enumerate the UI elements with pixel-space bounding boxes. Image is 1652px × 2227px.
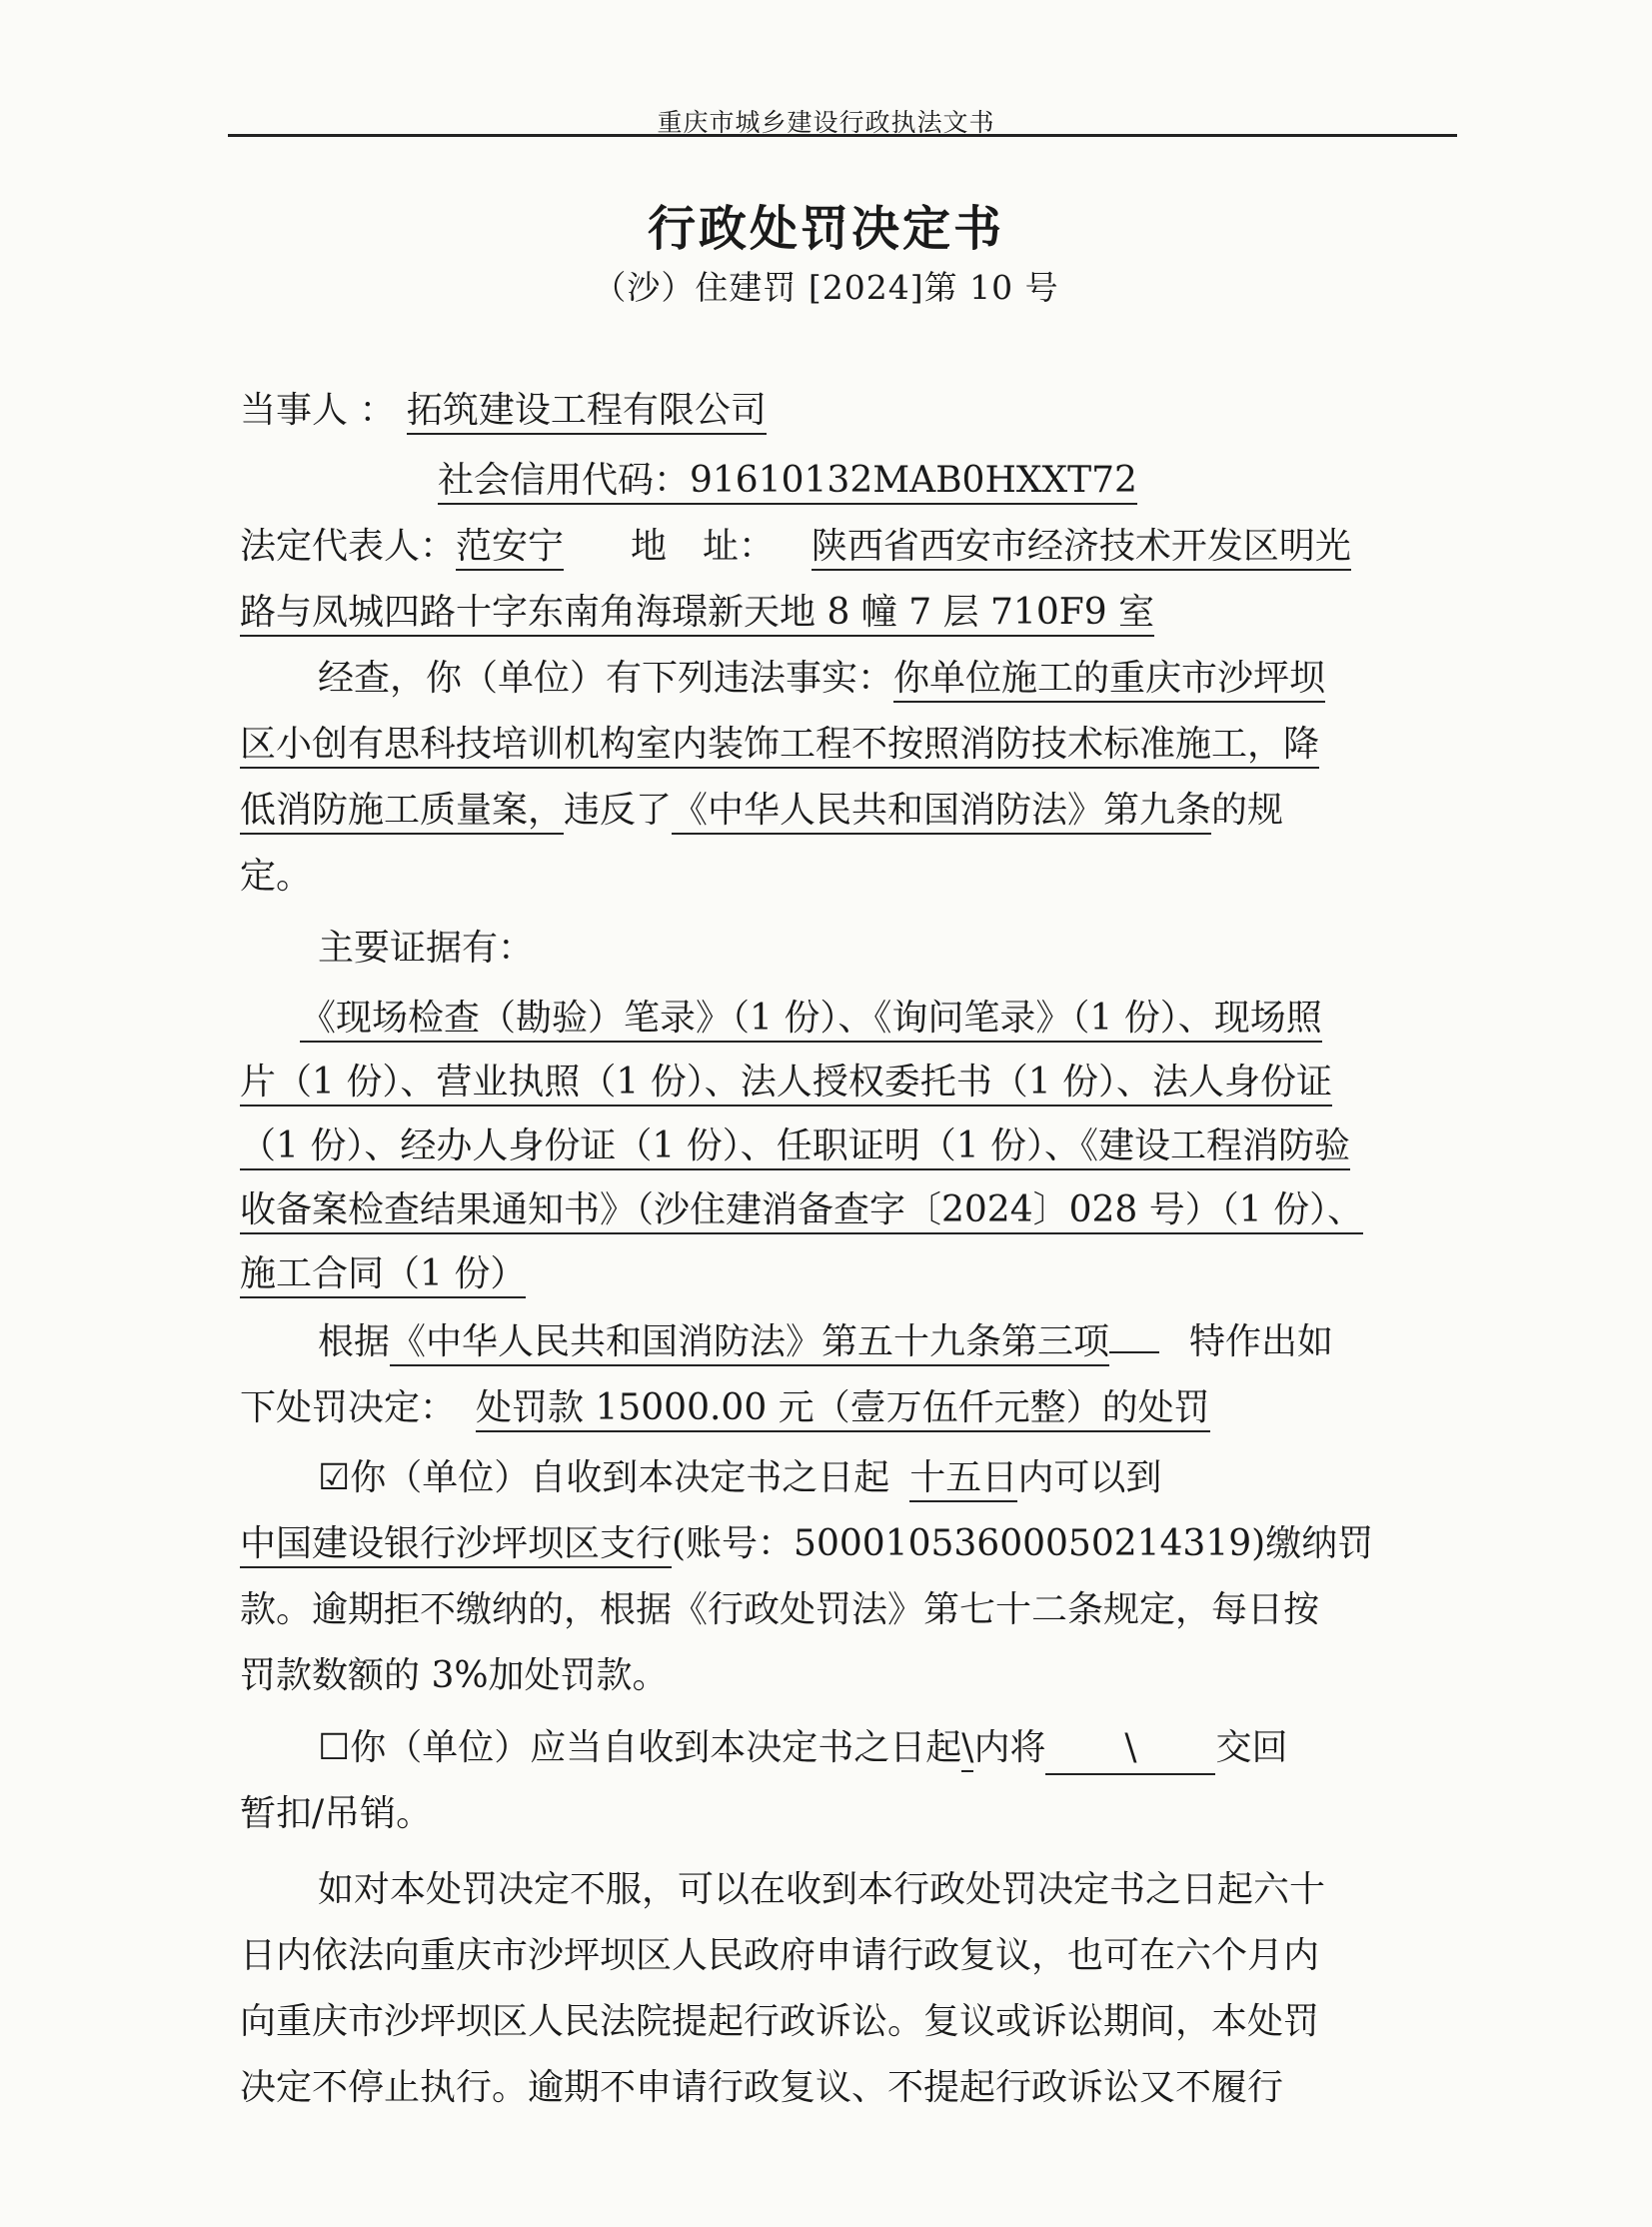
basis-law: 《中华人民共和国消防法》第五十九条第三项 [390,1321,1109,1366]
party-label: 当事人 ： [240,390,396,431]
appeal-text: 日内依法向重庆市沙坪坝区人民政府申请行政复议，也可在六个月内 [240,1935,1320,1976]
return-text-2: 暂扣/吊销。 [240,1793,433,1834]
credit-code-line [438,458,1137,504]
return-suffix: 交回 [1215,1727,1288,1768]
representative-line [240,524,1351,570]
party-line [240,388,767,434]
header-rule [228,134,1457,137]
payment-line-2 [240,1521,1373,1567]
appeal-line [240,1999,1319,2045]
facts-line-1 [318,656,1325,702]
payment-account: (账号：50001053600050214319)缴纳罚 [672,1523,1374,1564]
evidence-heading: 主要证据有： [318,928,535,969]
document-number: （沙）住建罚 [2024]第 10 号 [593,268,1059,307]
representative-label: 法定代表人： [240,526,457,567]
payment-text-1: 你（单位）自收到本决定书之日起 [350,1457,890,1498]
unchecked-checkbox-icon: ☐ [318,1727,351,1768]
return-line-2 [240,1791,432,1837]
facts-text-2: 区小创有思科技培训机构室内装饰工程不按照消防技术标准施工，降 [240,724,1319,769]
address-label: 地 址： [630,526,775,567]
appeal-text: 如对本处罚决定不服，可以在收到本行政处罚决定书之日起六十 [318,1869,1326,1910]
facts-text-4: 定。 [240,856,313,897]
evidence-text: 施工合同（1 份） [240,1253,526,1298]
return-text: 你（单位）应当自收到本决定书之日起 [350,1727,962,1768]
facts-line-2 [240,722,1319,768]
address-line-1: 陕西省西安市经济技术开发区明光 [812,526,1351,571]
return-blank-2: \ [1045,1725,1215,1775]
payment-suffix: 内可以到 [1017,1457,1162,1498]
payment-line-1 [318,1455,1161,1501]
payment-line-4 [240,1653,669,1699]
document-series-header: 重庆市城乡建设行政执法文书 [657,108,995,137]
facts-text-3: 低消防施工质量案， [240,790,564,835]
credit-code: 社会信用代码：91610132MAB0HXXT72 [438,460,1137,505]
decision-text: 处罚款 15000.00 元（壹万伍仟元整）的处罚 [476,1387,1210,1432]
facts-violation-text: 违反了 [564,790,673,831]
appeal-line [240,2065,1283,2111]
decision-line [240,1385,1210,1431]
payment-period: 十五日 [909,1457,1017,1502]
violated-law: 《中华人民共和国消防法》第九条 [672,790,1211,835]
evidence-text: 片（1 份）、营业执照（1 份）、法人授权委托书（1 份）、法人身份证 [240,1062,1332,1107]
return-blank-1: \ [961,1727,973,1772]
facts-line-4 [240,854,312,900]
basis-blank [1109,1349,1159,1353]
party-name: 拓筑建设工程有限公司 [407,390,767,435]
return-mid: 内将 [973,1727,1046,1768]
evidence-line [240,1060,1332,1106]
basis-line [318,1319,1333,1365]
representative-name: 范安宁 [456,526,564,571]
return-line-1 [318,1725,1287,1771]
evidence-line [240,1187,1363,1233]
appeal-text: 向重庆市沙坪坝区人民法院提起行政诉讼。复议或诉讼期间，本处罚 [240,2001,1320,2042]
facts-end-text: 的规 [1211,790,1284,831]
facts-line-3 [240,788,1283,834]
address-line-2-row [240,590,1154,636]
appeal-line [240,1933,1319,1979]
appeal-line [318,1867,1325,1913]
checked-checkbox-icon: ☑ [318,1457,351,1498]
evidence-line [300,996,1322,1042]
facts-text-1: 你单位施工的重庆市沙坪坝 [893,658,1325,703]
appeal-text: 决定不停止执行。逾期不申请行政复议、不提起行政诉讼又不履行 [240,2067,1284,2108]
payment-text-4: 罚款数额的 3%加处罚款。 [240,1655,669,1696]
evidence-line [240,1123,1350,1169]
basis-suffix: 特作出如 [1189,1321,1334,1362]
evidence-text: 《现场检查（勘验）笔录》（1 份）、《询问笔录》（1 份）、现场照 [300,998,1322,1043]
payment-bank: 中国建设银行沙坪坝区支行 [240,1523,672,1568]
address-line-2: 路与凤城四路十字东南角海璟新天地 8 幢 7 层 710F9 室 [240,592,1154,637]
payment-text-3: 款。逾期拒不缴纳的，根据《行政处罚法》第七十二条规定，每日按 [240,1589,1320,1630]
decision-prefix: 下处罚决定： [240,1387,457,1428]
document-title: 行政处罚决定书 [647,201,1004,257]
evidence-text: 收备案检查结果通知书》（沙住建消备查字〔2024〕028 号）（1 份）、 [240,1189,1363,1234]
payment-line-3 [240,1587,1319,1633]
evidence-text: （1 份）、经办人身份证（1 份）、任职证明（1 份）、《建设工程消防验 [240,1125,1350,1170]
facts-prefix: 经查，你（单位）有下列违法事实： [318,658,894,699]
evidence-line [240,1251,526,1297]
basis-prefix: 根据 [318,1321,391,1362]
